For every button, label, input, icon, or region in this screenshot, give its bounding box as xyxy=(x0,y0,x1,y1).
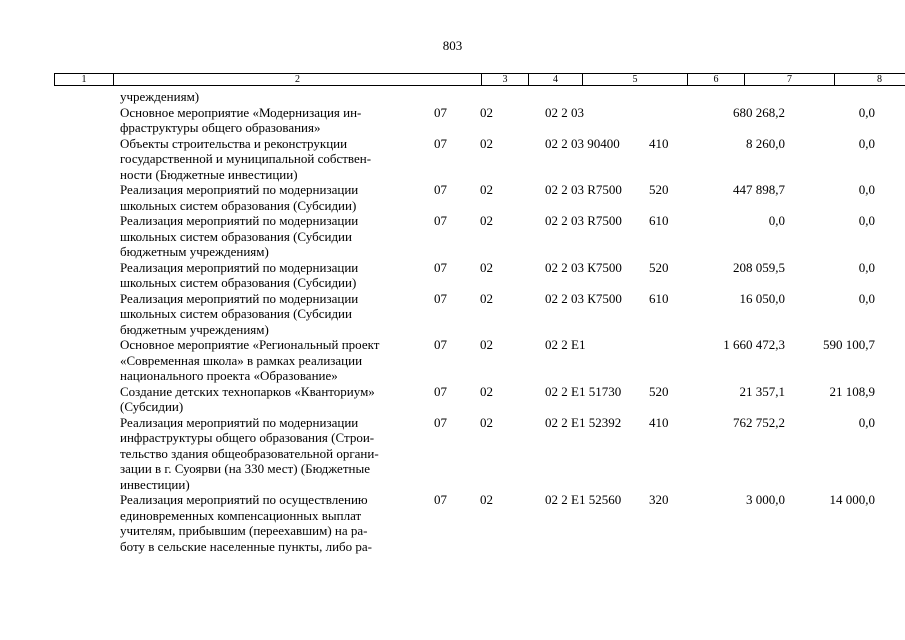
cell-c6: 610 xyxy=(649,290,669,306)
description-line: национального проекта «Образование» xyxy=(120,368,338,383)
description-line: Реализация мероприятий по модернизации xyxy=(120,213,359,228)
cell-c8: 590 100,7 xyxy=(823,337,875,352)
table-row xyxy=(0,337,905,384)
description-line: Основное мероприятие «Модернизация ин- xyxy=(120,104,362,120)
description-line: тельство здания общеобразовательной органи- xyxy=(120,445,379,461)
description-line: школьных систем образования (Субсидии xyxy=(120,228,352,244)
cell-c4: 02 xyxy=(480,182,493,197)
table-row xyxy=(0,291,905,338)
cell-c3: 07 xyxy=(434,213,447,228)
row-description xyxy=(120,415,420,493)
table-row xyxy=(0,384,905,415)
row-description xyxy=(120,384,420,415)
cell-c3: 07 xyxy=(434,259,447,275)
description-line: «Современная школа» в рамках реализации xyxy=(120,352,363,368)
description-line: Создание детских технопарков «Кванториум» xyxy=(120,383,375,399)
cell-c3: 07 xyxy=(434,290,447,306)
cell-c4: 02 xyxy=(480,104,493,120)
cell-c8: 0,0 xyxy=(858,104,875,120)
cell-c7: 680 268,2 xyxy=(733,104,785,120)
cell-c8: 0,0 xyxy=(858,414,875,430)
description-line: Реализация мероприятий по осуществлению xyxy=(120,492,368,507)
description-line: (Субсидии) xyxy=(120,399,184,414)
column-header-4: 4 xyxy=(529,74,583,86)
cell-c4: 02 xyxy=(480,383,493,399)
cell-c7: 447 898,7 xyxy=(733,182,785,197)
cell-c8: 21 108,9 xyxy=(829,383,875,399)
cell-c3: 07 xyxy=(434,182,447,197)
table-row xyxy=(0,136,905,183)
cell-c5: 02 2 03 R7500 xyxy=(545,182,622,197)
cell-c5: 02 2 03 xyxy=(545,104,584,120)
table-row xyxy=(0,492,905,554)
row-description xyxy=(120,291,420,338)
cell-c3: 07 xyxy=(434,492,447,507)
cell-c4: 02 xyxy=(480,414,493,430)
row-description xyxy=(120,89,420,105)
cell-c5: 02 2 03 К7500 xyxy=(545,259,622,275)
description-line: инфраструктуры общего образования (Строи- xyxy=(120,430,375,445)
table-row xyxy=(0,89,905,105)
row-description xyxy=(120,105,420,136)
description-line: фраструктуры общего образования» xyxy=(120,120,321,135)
cell-c6: 520 xyxy=(649,383,669,399)
cell-c3: 07 xyxy=(434,383,447,399)
column-header-3: 3 xyxy=(482,74,529,86)
row-description xyxy=(120,182,420,213)
description-line: Реализация мероприятий по модернизации xyxy=(120,290,359,306)
cell-c7: 1 660 472,3 xyxy=(723,337,785,352)
cell-c5: 02 2 03 R7500 xyxy=(545,213,622,228)
description-line: ности (Бюджетные инвестиции) xyxy=(120,166,298,182)
cell-c6: 320 xyxy=(649,492,669,507)
description-line: Основное мероприятие «Региональный проект xyxy=(120,337,380,352)
cell-c3: 07 xyxy=(434,135,447,151)
cell-c6: 410 xyxy=(649,414,669,430)
cell-c3: 07 xyxy=(434,414,447,430)
description-line: Реализация мероприятий по модернизации xyxy=(120,414,359,430)
cell-c5: 02 2 E1 51730 xyxy=(545,383,622,399)
row-description xyxy=(120,260,420,291)
cell-c5: 02 2 03 К7500 xyxy=(545,290,622,306)
column-header-8: 8 xyxy=(835,74,905,86)
cell-c8: 0,0 xyxy=(858,135,875,151)
description-line: боту в сельские населенные пункты, либо ра- xyxy=(120,538,373,554)
column-header-table xyxy=(54,73,905,86)
cell-c4: 02 xyxy=(480,135,493,151)
description-line: Объекты строительства и реконструкции xyxy=(120,135,348,151)
cell-c6: 410 xyxy=(649,135,669,151)
description-line: школьных систем образования (Субсидии xyxy=(120,306,352,321)
cell-c5: 02 2 E1 52392 xyxy=(545,414,622,430)
table-row xyxy=(0,182,905,213)
cell-c3: 07 xyxy=(434,104,447,120)
cell-c4: 02 xyxy=(480,259,493,275)
cell-c5: 02 2 E1 52560 xyxy=(545,492,622,507)
description-line: бюджетным учреждениям) xyxy=(120,321,269,337)
description-line: государственной и муниципальной собствен- xyxy=(120,151,372,166)
cell-c7: 208 059,5 xyxy=(733,259,785,275)
table-row xyxy=(0,260,905,291)
description-line: школьных систем образования (Субсидии) xyxy=(120,275,357,290)
row-description xyxy=(120,492,420,554)
description-line: зации в г. Суоярви (на 330 мест) (Бюджетные xyxy=(120,461,370,476)
column-header-6: 6 xyxy=(688,74,745,86)
description-line: бюджетным учреждениям) xyxy=(120,244,269,259)
page-number: 803 xyxy=(442,38,463,53)
cell-c7: 21 357,1 xyxy=(739,383,785,399)
cell-c4: 02 xyxy=(480,213,493,228)
cell-c7: 16 050,0 xyxy=(739,290,785,306)
cell-c8: 14 000,0 xyxy=(829,492,875,507)
description-line: инвестиции) xyxy=(120,476,190,492)
cell-c7: 8 260,0 xyxy=(746,135,785,151)
row-description xyxy=(120,213,420,260)
cell-c4: 02 xyxy=(480,337,493,352)
description-line: учреждениям) xyxy=(120,89,200,104)
description-line: Реализация мероприятий по модернизации xyxy=(120,182,359,197)
cell-c7: 3 000,0 xyxy=(746,492,785,507)
description-line: Реализация мероприятий по модернизации xyxy=(120,259,359,275)
column-header-2: 2 xyxy=(114,74,482,86)
table-body xyxy=(0,89,905,554)
cell-c5: 02 2 E1 xyxy=(545,337,586,352)
description-line: школьных систем образования (Субсидии) xyxy=(120,197,357,213)
cell-c6: 520 xyxy=(649,182,669,197)
cell-c8: 0,0 xyxy=(858,259,875,275)
row-description xyxy=(120,337,420,384)
cell-c8: 0,0 xyxy=(858,290,875,306)
cell-c6: 520 xyxy=(649,259,669,275)
table-row xyxy=(0,105,905,136)
table-row xyxy=(0,415,905,493)
cell-c6: 610 xyxy=(649,213,669,228)
cell-c3: 07 xyxy=(434,337,447,352)
cell-c4: 02 xyxy=(480,492,493,507)
column-header-7: 7 xyxy=(745,74,835,86)
cell-c4: 02 xyxy=(480,290,493,306)
table-row xyxy=(0,213,905,260)
column-header-5: 5 xyxy=(583,74,688,86)
cell-c8: 0,0 xyxy=(858,182,875,197)
description-line: учителям, прибывшим (переехавшим) на ра- xyxy=(120,523,368,538)
column-header-1: 1 xyxy=(55,74,114,86)
cell-c7: 0,0 xyxy=(768,213,785,228)
description-line: единовременных компенсационных выплат xyxy=(120,507,362,523)
column-header-row xyxy=(55,74,905,86)
row-description xyxy=(120,136,420,183)
cell-c5: 02 2 03 90400 xyxy=(545,135,620,151)
cell-c8: 0,0 xyxy=(858,213,875,228)
cell-c7: 762 752,2 xyxy=(733,414,785,430)
